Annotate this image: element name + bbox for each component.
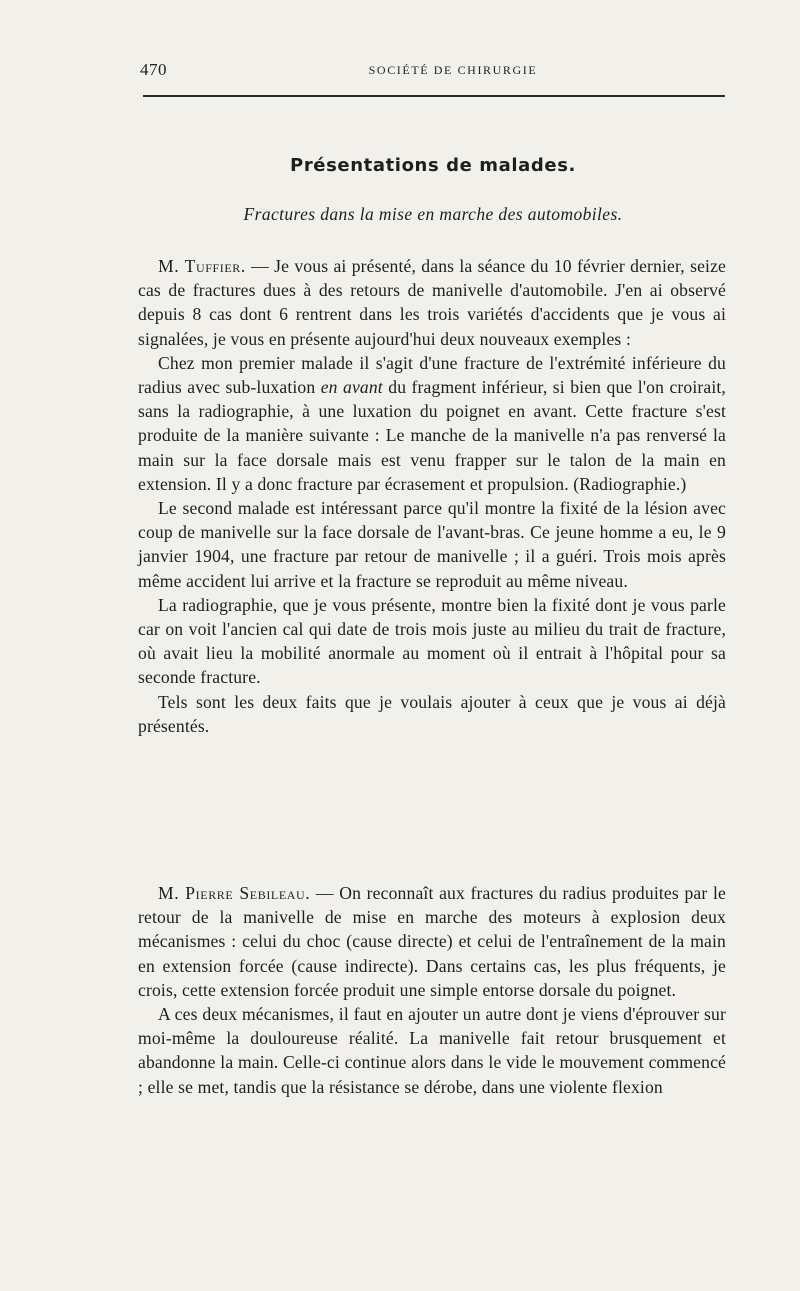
speaker-name: M. Pierre Sebileau.	[158, 883, 311, 903]
page-number: 470	[140, 60, 167, 79]
emphasis-text: en avant	[320, 377, 383, 398]
speaker-name: M. Tuffier.	[158, 256, 246, 276]
paragraph: Tels sont les deux faits que je voulais ajouter à ceux que je vous ai déjà présentés.	[138, 691, 726, 736]
paragraph: La radiographie, que je vous présente, montre bien la fixité dont je vous parle car on voit l'ancien cal qui date de trois mois juste au milieu du trait de fracture, où avait lieu la mobilité anormale au moment où il entrait à l'hôpital pour sa seconde fracture.	[138, 594, 726, 688]
header-rule	[143, 95, 725, 97]
section-title: Présentations de malades.	[290, 155, 576, 176]
paragraph-text: Chez mon premier malade il s'agit d'une fracture de l'extrémité inférieure du radius avec sub-luxation	[138, 352, 726, 398]
paragraph: A ces deux mécanismes, il faut en ajouter un autre dont je viens d'éprouver sur moi-même la douloureuse réalité. La manivelle fait retour brusquement et abandonne la main. Celle-ci continue alors dans le vide le mouvement commencé ; elle se met, tandis que la résistance se dérobe, dans une violente flexion	[138, 1004, 726, 1097]
running-head	[140, 60, 726, 84]
paragraph-text: — On reconnaît aux fractures du radius produites par le retour de la manivelle de mise en marche des moteurs à explosion deux mécanismes : celui du choc (cause directe) et celui de l'entraînement de la main en extension forcée (cause indirecte). Dans certains cas, les plus fréquents, je crois, cette extension forcée produit une simple entorse dorsale du poignet.	[138, 883, 726, 1000]
paragraph-text: du fragment inférieur, si bien que l'on croirait, sans la radiographie, à une luxation du poignet en avant. Cette fracture s'est produite de la manière suivante : Le manche de la manivelle n'a pas renversé la main sur la face dorsale mais est venu frapper sur le talon de la main en extension. Il y a donc fracture par écrasement et propulsion. (Radiographie.)	[138, 377, 726, 494]
paragraph-text: — Je vous ai présenté, dans la séance du 10 février dernier, seize cas de fractures dues à des retours de manivelle d'automobile. J'en ai observé depuis 8 cas dont 6 rentrent dans les trois variétés d'accidents que je vous ai signalées, je vous en présente aujourd'hui deux nouveaux exemples :	[138, 256, 726, 349]
paragraph	[138, 351, 726, 496]
paragraph	[138, 254, 726, 351]
communication-tuffier	[138, 254, 726, 738]
journal-title: SOCIÉTÉ DE CHIRURGIE	[368, 63, 538, 77]
communication-sebileau	[138, 881, 726, 1099]
section-subtitle: Fractures dans la mise en marche des automobiles.	[243, 204, 623, 224]
paragraph	[138, 881, 726, 1002]
paragraph: Le second malade est intéressant parce qu'il montre la fixité de la lésion avec coup de manivelle sur la face dorsale de l'avant-bras. Ce jeune homme a eu, le 9 janvier 1904, une fracture par retour de manivelle ; il a guéri. Trois mois après même accident lui arrive et la fracture se reproduit au même niveau.	[138, 498, 726, 591]
